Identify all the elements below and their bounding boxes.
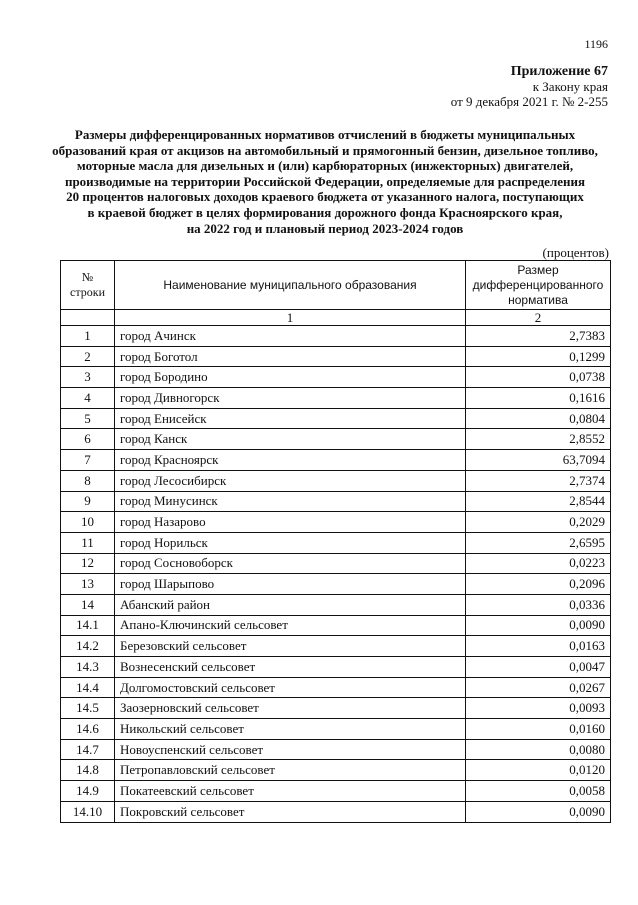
row-number-cell: 4	[61, 388, 115, 409]
norm-value-cell: 0,0804	[466, 408, 611, 429]
table-row	[61, 512, 611, 533]
units-label: (процентов)	[542, 245, 609, 260]
municipality-name-cell: город Ачинск	[115, 326, 466, 347]
norm-value-cell: 0,0267	[466, 677, 611, 698]
row-number-cell: 14.3	[61, 657, 115, 678]
table-row	[61, 760, 611, 781]
appendix-title: Приложение 67	[510, 64, 608, 79]
row-number-cell: 9	[61, 491, 115, 512]
norm-value-cell: 0,0090	[466, 615, 611, 636]
norm-value-cell: 2,6595	[466, 532, 611, 553]
table-row	[61, 532, 611, 553]
title-line: 20 процентов налоговых доходов краевого бюджета от указанного налога, поступающих	[66, 189, 584, 205]
municipality-name-cell: Новоуспенский сельсовет	[115, 739, 466, 760]
norm-value-cell: 0,0160	[466, 719, 611, 740]
table-row	[61, 677, 611, 698]
table-row	[61, 781, 611, 802]
norm-value-cell: 0,0047	[466, 657, 611, 678]
municipality-name-cell: Никольский сельсовет	[115, 719, 466, 740]
column-number-row	[61, 310, 611, 326]
document-title	[40, 127, 610, 236]
row-number-cell: 7	[61, 450, 115, 471]
row-number-cell: 1	[61, 326, 115, 347]
municipality-name-cell: Петропавловский сельсовет	[115, 760, 466, 781]
table-row	[61, 491, 611, 512]
norm-value-cell: 0,1299	[466, 346, 611, 367]
municipality-name-cell: Покатеевский сельсовет	[115, 781, 466, 802]
municipality-name-cell: город Канск	[115, 429, 466, 450]
row-number-cell: 14	[61, 594, 115, 615]
title-line: образований края от акцизов на автомобильный и прямогонный бензин, дизельное топливо,	[52, 142, 598, 158]
row-number-cell: 5	[61, 408, 115, 429]
column-number-empty	[61, 310, 115, 326]
header-norm-size-line3: норматива	[508, 292, 568, 307]
row-number-cell: 14.1	[61, 615, 115, 636]
title-line: моторные масла для дизельных и (или) карбюраторных (инжекторных) двигателей,	[76, 158, 574, 174]
table-row	[61, 470, 611, 491]
row-number-cell: 14.9	[61, 781, 115, 802]
row-number-cell: 2	[61, 346, 115, 367]
norm-value-cell: 0,0080	[466, 739, 611, 760]
table-row	[61, 429, 611, 450]
municipality-name-cell: Вознесенский сельсовет	[115, 657, 466, 678]
header-norm-size	[466, 261, 611, 310]
municipality-name-cell: город Норильск	[115, 532, 466, 553]
header-row-number-line1: №	[81, 270, 94, 284]
norm-value-cell: 0,1616	[466, 388, 611, 409]
norm-value-cell: 0,0163	[466, 636, 611, 657]
row-number-cell: 8	[61, 470, 115, 491]
municipality-name-cell: город Лесосибирск	[115, 470, 466, 491]
row-number-cell: 12	[61, 553, 115, 574]
norm-value-cell: 2,8544	[466, 491, 611, 512]
column-number: 1	[115, 310, 466, 326]
table-row	[61, 636, 611, 657]
table-row	[61, 450, 611, 471]
norm-value-cell: 0,2029	[466, 512, 611, 533]
municipality-name-cell: Долгомостовский сельсовет	[115, 677, 466, 698]
row-number-cell: 6	[61, 429, 115, 450]
table-row	[61, 367, 611, 388]
row-number-cell: 14.4	[61, 677, 115, 698]
title-line: на 2022 год и плановый период 2023-2024 годов	[186, 220, 464, 236]
title-line: в краевой бюджет в целях формирования дорожного фонда Красноярского края,	[87, 204, 563, 220]
row-number-cell: 14.5	[61, 698, 115, 719]
municipality-name-cell: город Сосновоборск	[115, 553, 466, 574]
header-norm-size-line1: Размер	[517, 262, 559, 277]
municipality-name-cell: Покровский сельсовет	[115, 801, 466, 822]
header-row-number-line2: строки	[70, 285, 105, 299]
norm-value-cell: 0,0738	[466, 367, 611, 388]
row-number-cell: 14.7	[61, 739, 115, 760]
table-row	[61, 574, 611, 595]
row-number-cell: 14.2	[61, 636, 115, 657]
table-row	[61, 739, 611, 760]
norm-value-cell: 2,7374	[466, 470, 611, 491]
table-row	[61, 408, 611, 429]
municipality-name-cell: город Назарово	[115, 512, 466, 533]
table-row	[61, 719, 611, 740]
norm-value-cell: 0,0090	[466, 801, 611, 822]
municipality-name-cell: город Бородино	[115, 367, 466, 388]
row-number-cell: 10	[61, 512, 115, 533]
row-number-cell: 14.6	[61, 719, 115, 740]
header-row-number	[61, 261, 115, 310]
municipality-name-cell: Березовский сельсовет	[115, 636, 466, 657]
municipality-name-cell: город Боготол	[115, 346, 466, 367]
municipality-name-cell: Заозерновский сельсовет	[115, 698, 466, 719]
municipality-name-cell: город Дивногорск	[115, 388, 466, 409]
norms-table	[60, 260, 611, 823]
norm-value-cell: 0,0093	[466, 698, 611, 719]
municipality-name-cell: город Енисейск	[115, 408, 466, 429]
appendix-header	[451, 64, 608, 109]
table-row	[61, 553, 611, 574]
row-number-cell: 11	[61, 532, 115, 553]
header-norm-size-line2: дифференцированного	[472, 277, 604, 292]
table-header-row	[61, 261, 611, 310]
norm-value-cell: 0,0058	[466, 781, 611, 802]
page-number: 1196	[584, 37, 608, 51]
title-line: производимые на территории Российской Федерации, определяемые для распределения	[64, 173, 586, 189]
title-line: Размеры дифференцированных нормативов отчислений в бюджеты муниципальных	[74, 127, 576, 142]
table-row	[61, 326, 611, 347]
table-row	[61, 698, 611, 719]
municipality-name-cell: город Красноярск	[115, 450, 466, 471]
municipality-name-cell: Апано-Ключинский сельсовет	[115, 615, 466, 636]
table-row	[61, 801, 611, 822]
row-number-cell: 14.10	[61, 801, 115, 822]
municipality-name-cell: Абанский район	[115, 594, 466, 615]
row-number-cell: 14.8	[61, 760, 115, 781]
appendix-law-date: от 9 декабря 2021 г. № 2-255	[450, 94, 608, 109]
header-municipality-name: Наименование муниципального образования	[115, 261, 466, 310]
column-number: 2	[466, 310, 611, 326]
table-row	[61, 388, 611, 409]
municipality-name-cell: город Шарыпово	[115, 574, 466, 595]
norm-value-cell: 0,0223	[466, 553, 611, 574]
norm-value-cell: 63,7094	[466, 450, 611, 471]
norm-value-cell: 0,0336	[466, 594, 611, 615]
norm-value-cell: 2,7383	[466, 326, 611, 347]
table-row	[61, 594, 611, 615]
table-row	[61, 615, 611, 636]
row-number-cell: 3	[61, 367, 115, 388]
norm-value-cell: 0,0120	[466, 760, 611, 781]
table-row	[61, 346, 611, 367]
municipality-name-cell: город Минусинск	[115, 491, 466, 512]
norm-value-cell: 2,8552	[466, 429, 611, 450]
row-number-cell: 13	[61, 574, 115, 595]
norm-value-cell: 0,2096	[466, 574, 611, 595]
appendix-law-reference: к Закону края	[532, 79, 608, 94]
table-row	[61, 657, 611, 678]
